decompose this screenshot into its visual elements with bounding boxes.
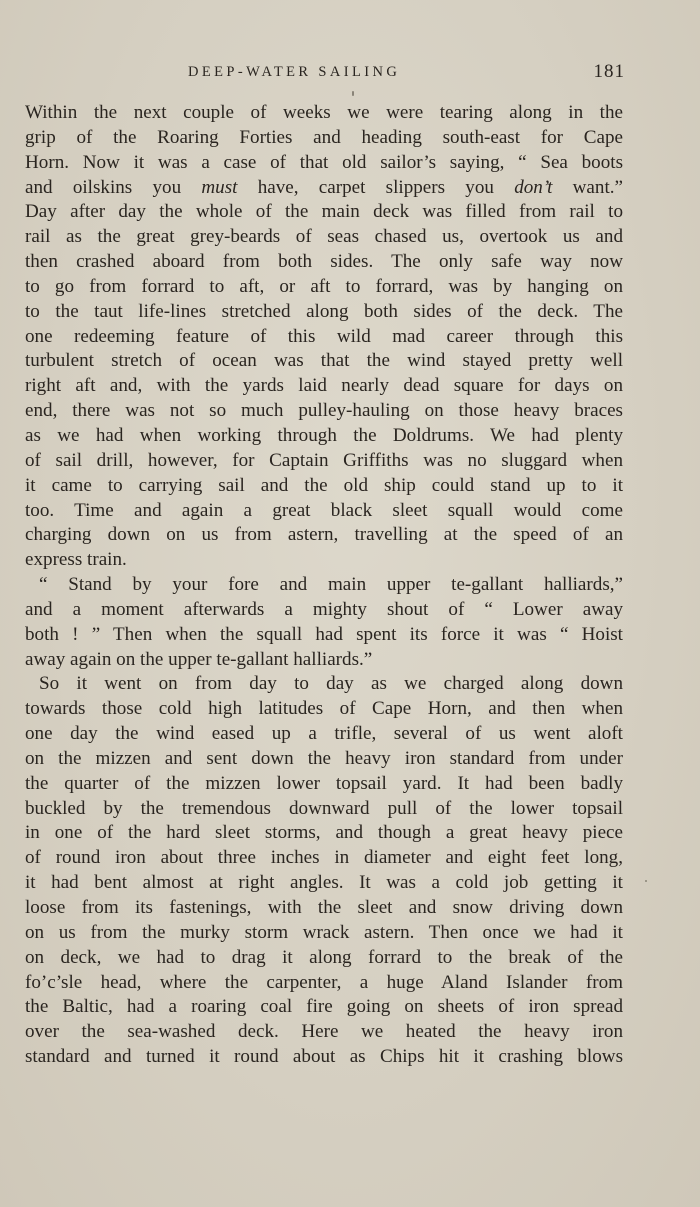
text-line: it had bent almost at right angles. It was a cold job getting it: [25, 872, 623, 894]
text-line: one redeeming feature of this wild mad career through this: [25, 325, 623, 347]
text-line: and oilskins you must have, carpet slippers you don’t want.”: [25, 176, 624, 198]
print-speck: [645, 880, 647, 882]
text-line: of round iron about three inches in diameter and eight feet long,: [25, 847, 623, 869]
text-line: and a moment afterwards a mighty shout of “ Lower away: [25, 598, 623, 620]
text-line: standard and turned it round about as Chips hit it crashing blows: [25, 1046, 623, 1068]
text-line: of sail drill, however, for Captain Griffiths was no sluggard when: [25, 449, 623, 471]
text-line: it came to carrying sail and the old ship could stand up to it: [25, 474, 623, 496]
text-line: in one of the hard sleet storms, and though a great heavy piece: [25, 822, 623, 844]
text-line: on us from the murky storm wrack astern. Then once we had it: [25, 921, 623, 943]
text-line: to the taut life-lines stretched along both sides of the deck. The: [25, 300, 623, 322]
text-line: end, there was not so much pulley-hauling on those heavy braces: [25, 400, 623, 422]
text-line: Day after day the whole of the main deck was filled from rail to: [25, 201, 623, 223]
text-line: over the sea-washed deck. Here we heated the heavy iron: [25, 1021, 623, 1043]
text-line: as we had when working through the Doldrums. We had plenty: [25, 424, 623, 446]
text-line: right aft and, with the yards laid nearly dead square for days on: [25, 375, 623, 397]
italic-word: must: [201, 176, 238, 198]
italic-word: don’t: [514, 176, 553, 198]
text-line: “ Stand by your fore and main upper te-gallant halliards,”: [39, 574, 623, 596]
text-line: Within the next couple of weeks we were tearing along in the: [25, 102, 623, 123]
text-line: Horn. Now it was a case of that old sailor’s saying, “ Sea boots: [25, 151, 623, 173]
text-line: charging down on us from astern, travelling at the speed of an: [25, 524, 623, 546]
text-line: turbulent stretch of ocean was that the wind stayed pretty well: [25, 350, 623, 372]
text-line: both ! ” Then when the squall had spent its force it was “ Hoist: [25, 623, 623, 645]
text-line: towards those cold high latitudes of Cape Horn, and then when: [25, 698, 623, 720]
body-text: [25, 101, 623, 1070]
page-number: 181: [593, 61, 625, 82]
text-line: on the mizzen and sent down the heavy iron standard from under: [25, 747, 623, 769]
text-line: the quarter of the mizzen lower topsail yard. It had been badly: [25, 772, 623, 794]
text-line: then crashed aboard from both sides. The only safe way now: [25, 251, 623, 273]
text-line: rail as the great grey-beards of seas chased us, overtook us and: [25, 226, 623, 248]
text-line: too. Time and again a great black sleet squall would come: [25, 499, 623, 521]
text-line: fo’c’sle head, where the carpenter, a huge Aland Islander from: [25, 971, 623, 993]
text-line: buckled by the tremendous downward pull of the lower topsail: [25, 797, 623, 819]
running-head: [25, 62, 625, 86]
text-line: express train.: [25, 549, 127, 571]
text-line: to go from forrard to aft, or aft to forrard, was by hanging on: [25, 275, 623, 297]
text-line: loose from its fastenings, with the sleet and snow driving down: [25, 897, 623, 918]
print-speck: [352, 91, 354, 96]
text-line: on deck, we had to drag it along forrard to the break of the: [25, 946, 623, 968]
text-line: So it went on from day to day as we charged along down: [39, 673, 623, 695]
running-head-title: DEEP-WATER SAILING: [188, 64, 401, 80]
text-line: the Baltic, had a roaring coal fire going on sheets of iron spread: [25, 996, 623, 1018]
text-line: away again on the upper te-gallant halliards.”: [25, 648, 373, 670]
text-line: one day the wind eased up a trifle, several of us went aloft: [25, 723, 623, 745]
text-line: grip of the Roaring Forties and heading south-east for Cape: [25, 126, 623, 148]
